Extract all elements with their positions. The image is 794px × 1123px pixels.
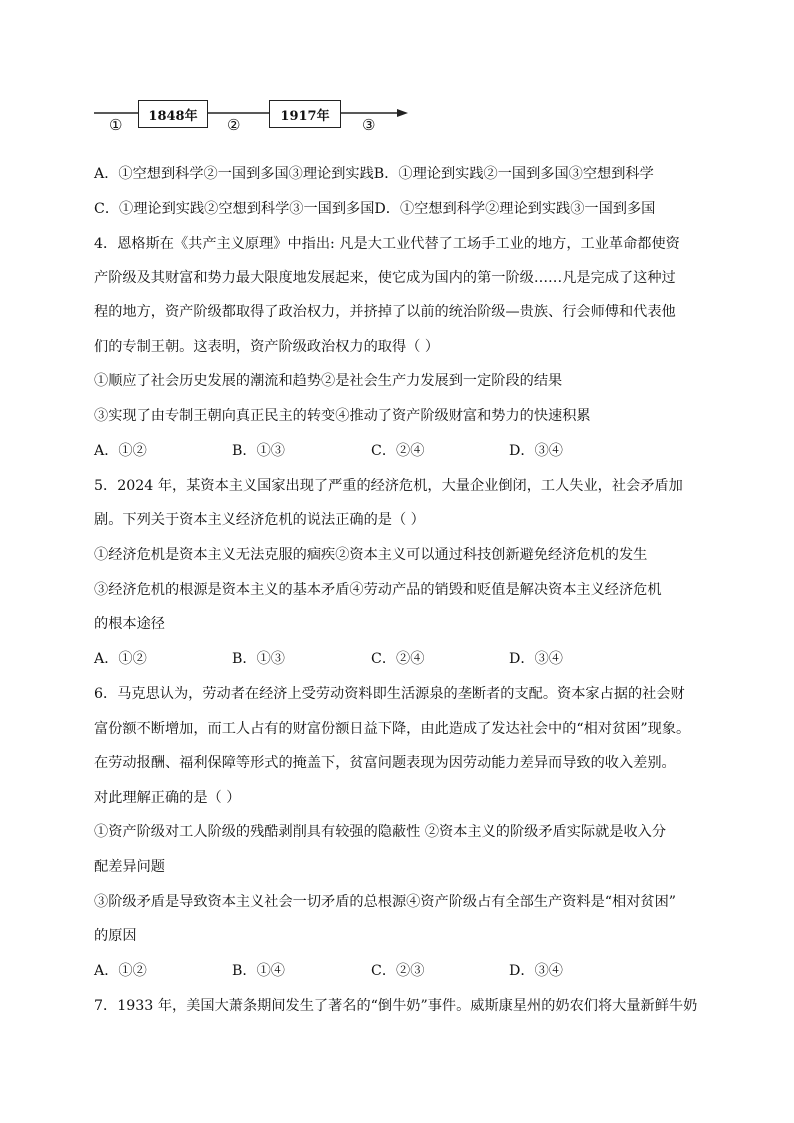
timeline-marker: ② [227, 116, 241, 134]
option-c[interactable]: C．②③ [371, 963, 425, 979]
question-stem-line: 剧。下列关于资本主义经济危机的说法正确的是（ ） [94, 512, 425, 528]
timeline-figure [88, 96, 418, 136]
statement-line: ③实现了由专制王朝向真正民主的转变④推动了资产阶级财富和势力的快速积累 [94, 408, 591, 424]
option-b[interactable]: B．①④ [232, 963, 285, 979]
option-b[interactable]: B．①③ [232, 651, 285, 667]
question-stem-line: 程的地方，资产阶级都取得了政治权力，并挤掉了以前的统治阶级—贵族、行会师傅和代表他 [94, 304, 676, 320]
option-d[interactable]: D．③④ [509, 443, 563, 459]
question-stem-line: 在劳动报酬、福利保障等形式的掩盖下，贫富问题表现为因劳动能力差异而导致的收入差别。 [94, 755, 676, 771]
question-stem-line: 产阶级及其财富和势力最大限度地发展起来，使它成为国内的第一阶级……凡是完成了这种过 [94, 270, 676, 286]
statement-line: ③阶级矛盾是导致资本主义社会一切矛盾的总根源④资产阶级占有全部生产资料是“相对贫困” [94, 894, 677, 910]
statement-line: ③经济危机的根源是资本主义的基本矛盾④劳动产品的销毁和贬值是解决资本主义经济危机 [94, 582, 662, 598]
option-c[interactable]: C．②④ [371, 443, 425, 459]
statement-line: ①资产阶级对工人阶级的残酷剥削具有较强的隐蔽性 ②资本主义的阶级矛盾实际就是收入分 [94, 824, 667, 840]
option-d[interactable]: D．③④ [509, 651, 563, 667]
answer-options [94, 649, 714, 669]
answer-options [94, 441, 714, 461]
statement-line: ①经济危机是资本主义无法克服的痼疾②资本主义可以通过科技创新避免经济危机的发生 [94, 547, 648, 563]
statement-line: ①顺应了社会历史发展的潮流和趋势②是社会生产力发展到一定阶段的结果 [94, 373, 563, 389]
statement-line: 配差异问题 [94, 859, 165, 875]
statement-line: 的原因 [94, 928, 137, 944]
question-stem-line: 们的专制王朝。这表明，资产阶级政治权力的取得（ ） [94, 339, 440, 355]
question-stem-line: 对此理解正确的是（ ） [94, 790, 241, 806]
answer-options-line: A．①空想到科学②一国到多国③理论到实践B．①理论到实践②一国到多国③空想到科学 [94, 166, 654, 182]
question-stem-line: 6．马克思认为，劳动者在经济上受劳动资料即生活源泉的垄断者的支配。资本家占据的社会财 [94, 686, 685, 702]
question-stem-line: 7．1933 年，美国大萧条期间发生了著名的“倒牛奶”事件。威斯康星州的奶农们将大量新鲜牛奶 [94, 998, 698, 1014]
question-stem-line: 富份额不断增加，而工人占有的财富份额日益下降，由此造成了发达社会中的“相对贫困”现象。 [94, 721, 691, 737]
option-a[interactable]: A．①② [94, 443, 147, 459]
timeline-year-box: 1848年 [138, 100, 208, 128]
timeline-marker: ③ [362, 116, 376, 134]
answer-options [94, 961, 714, 981]
answer-options-line: C．①理论到实践②空想到科学③一国到多国D．①空想到科学②理论到实践③一国到多国 [94, 201, 656, 217]
timeline-year-box: 1917年 [269, 100, 341, 128]
option-a[interactable]: A．①② [94, 963, 147, 979]
option-d[interactable]: D．③④ [509, 963, 563, 979]
statement-line: 的根本途径 [94, 616, 165, 632]
option-c[interactable]: C．②④ [371, 651, 425, 667]
timeline-marker: ① [109, 116, 123, 134]
option-a[interactable]: A．①② [94, 651, 147, 667]
question-stem-line: 5．2024 年，某资本主义国家出现了严重的经济危机，大量企业倒闭，工人失业，社会矛盾加 [94, 478, 683, 494]
option-b[interactable]: B．①③ [232, 443, 285, 459]
question-stem-line: 4．恩格斯在《共产主义原理》中指出: 凡是大工业代替了工场手工业的地方，工业革命都使资 [94, 236, 680, 252]
